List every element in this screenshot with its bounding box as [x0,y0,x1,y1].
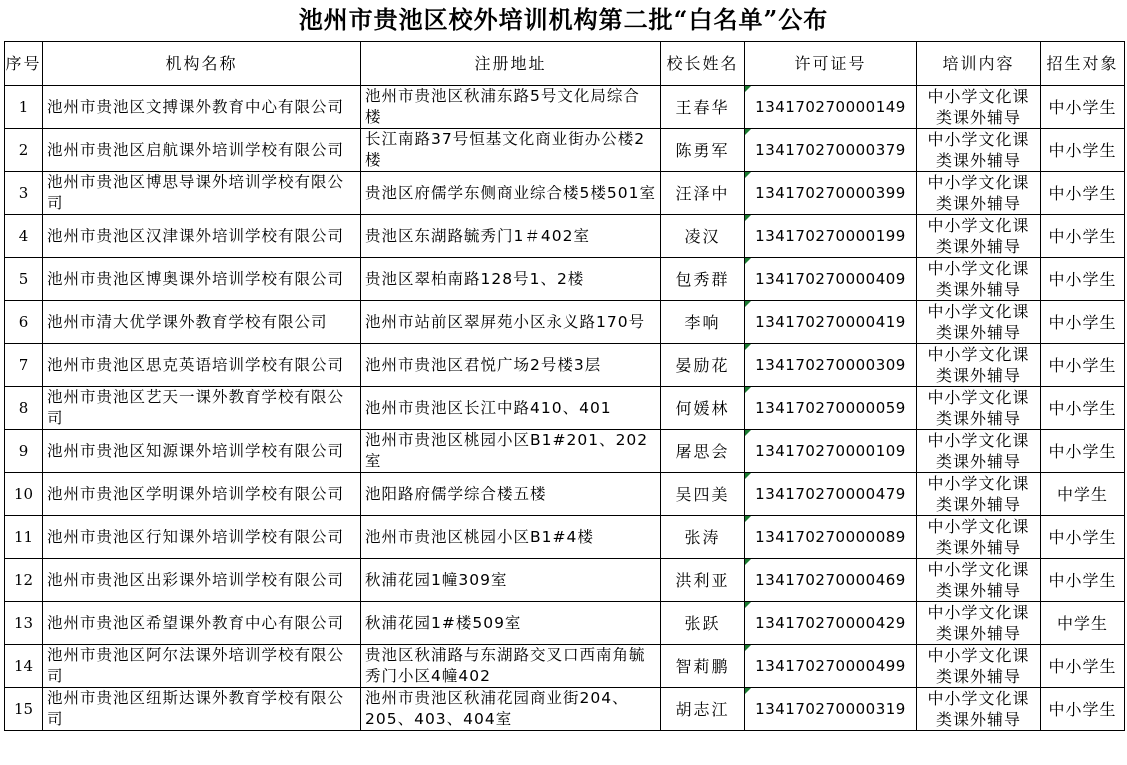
cell-name: 池州市贵池区启航课外培训学校有限公司 [43,129,361,172]
cell-content: 中小学文化课类课外辅导 [917,473,1041,516]
cell-no: 10 [5,473,43,516]
cell-target: 中小学生 [1041,301,1125,344]
cell-content: 中小学文化课类课外辅导 [917,129,1041,172]
cell-name: 池州市贵池区艺天一课外教育学校有限公司 [43,387,361,430]
cell-head: 王春华 [661,86,745,129]
cell-address: 贵池区东湖路毓秀门1＃402室 [361,215,661,258]
cell-head: 屠思会 [661,430,745,473]
cell-address: 池州市站前区翠屏苑小区永义路170号 [361,301,661,344]
cell-no: 6 [5,301,43,344]
cell-target: 中学生 [1041,473,1125,516]
table-row [5,129,1125,172]
cell-content: 中小学文化课类课外辅导 [917,602,1041,645]
cell-content: 中小学文化课类课外辅导 [917,301,1041,344]
cell-address: 贵池区翠柏南路128号1、2楼 [361,258,661,301]
cell-license: 134170270000469 [745,559,917,602]
cell-name: 池州市贵池区行知课外培训学校有限公司 [43,516,361,559]
table-body [5,86,1125,731]
cell-license: 134170270000419 [745,301,917,344]
cell-content: 中小学文化课类课外辅导 [917,387,1041,430]
cell-address: 长江南路37号恒基文化商业街办公楼2楼 [361,129,661,172]
table-row [5,688,1125,731]
cell-content: 中小学文化课类课外辅导 [917,344,1041,387]
table-row [5,215,1125,258]
cell-address: 池州市贵池区秋浦东路5号文化局综合楼 [361,86,661,129]
cell-target: 中小学生 [1041,86,1125,129]
cell-name: 池州市贵池区纽斯达课外教育学校有限公司 [43,688,361,731]
cell-no: 14 [5,645,43,688]
table-row [5,344,1125,387]
cell-target: 中小学生 [1041,172,1125,215]
cell-license: 134170270000409 [745,258,917,301]
cell-address: 秋浦花园1#楼509室 [361,602,661,645]
cell-license: 134170270000089 [745,516,917,559]
table-row [5,602,1125,645]
cell-head: 张涛 [661,516,745,559]
cell-content: 中小学文化课类课外辅导 [917,86,1041,129]
cell-license: 134170270000479 [745,473,917,516]
cell-name: 池州市贵池区博奥课外培训学校有限公司 [43,258,361,301]
cell-license: 134170270000109 [745,430,917,473]
header-address: 注册地址 [361,42,661,86]
cell-content: 中小学文化课类课外辅导 [917,559,1041,602]
cell-target: 中小学生 [1041,645,1125,688]
header-head: 校长姓名 [661,42,745,86]
cell-target: 中小学生 [1041,258,1125,301]
cell-target: 中小学生 [1041,430,1125,473]
cell-target: 中小学生 [1041,344,1125,387]
cell-address: 池州市贵池区桃园小区B1#4楼 [361,516,661,559]
cell-name: 池州市贵池区文搏课外教育中心有限公司 [43,86,361,129]
cell-no: 11 [5,516,43,559]
cell-name: 池州市贵池区知源课外培训学校有限公司 [43,430,361,473]
cell-head: 胡志江 [661,688,745,731]
header-name: 机构名称 [43,42,361,86]
cell-name: 池州市贵池区学明课外培训学校有限公司 [43,473,361,516]
cell-head: 陈勇军 [661,129,745,172]
cell-license: 134170270000379 [745,129,917,172]
cell-name: 池州市贵池区希望课外教育中心有限公司 [43,602,361,645]
cell-name: 池州市贵池区汉津课外培训学校有限公司 [43,215,361,258]
table-header-row [5,42,1125,86]
cell-target: 中小学生 [1041,215,1125,258]
cell-target: 中小学生 [1041,559,1125,602]
cell-no: 8 [5,387,43,430]
cell-license: 134170270000499 [745,645,917,688]
cell-no: 7 [5,344,43,387]
cell-name: 池州市贵池区博思导课外培训学校有限公司 [43,172,361,215]
cell-content: 中小学文化课类课外辅导 [917,645,1041,688]
cell-license: 134170270000319 [745,688,917,731]
cell-head: 张跃 [661,602,745,645]
table-row [5,258,1125,301]
cell-name: 池州市贵池区阿尔法课外培训学校有限公司 [43,645,361,688]
header-target: 招生对象 [1041,42,1125,86]
cell-target: 中小学生 [1041,129,1125,172]
cell-target: 中小学生 [1041,516,1125,559]
cell-content: 中小学文化课类课外辅导 [917,172,1041,215]
cell-content: 中小学文化课类课外辅导 [917,215,1041,258]
cell-head: 包秀群 [661,258,745,301]
cell-content: 中小学文化课类课外辅导 [917,516,1041,559]
cell-no: 13 [5,602,43,645]
cell-no: 15 [5,688,43,731]
page-title: 池州市贵池区校外培训机构第二批“白名单”公布 [298,5,829,34]
table-row [5,301,1125,344]
cell-no: 12 [5,559,43,602]
cell-name: 池州市贵池区思克英语培训学校有限公司 [43,344,361,387]
header-no: 序号 [5,42,43,86]
cell-content: 中小学文化课类课外辅导 [917,688,1041,731]
cell-head: 汪泽中 [661,172,745,215]
cell-head: 晏励花 [661,344,745,387]
header-content: 培训内容 [917,42,1041,86]
cell-address: 池州市贵池区君悦广场2号楼3层 [361,344,661,387]
cell-address: 池阳路府儒学综合楼五楼 [361,473,661,516]
cell-no: 2 [5,129,43,172]
header-license: 许可证号 [745,42,917,86]
cell-content: 中小学文化课类课外辅导 [917,258,1041,301]
table-row [5,430,1125,473]
table-row [5,645,1125,688]
cell-head: 吴四美 [661,473,745,516]
cell-target: 中小学生 [1041,688,1125,731]
cell-no: 4 [5,215,43,258]
table-row [5,559,1125,602]
table-row [5,387,1125,430]
cell-no: 5 [5,258,43,301]
cell-head: 何媛林 [661,387,745,430]
cell-license: 134170270000149 [745,86,917,129]
table-row [5,172,1125,215]
cell-address: 池州市贵池区长江中路410、401 [361,387,661,430]
cell-target: 中学生 [1041,602,1125,645]
cell-license: 134170270000399 [745,172,917,215]
cell-license: 134170270000309 [745,344,917,387]
cell-license: 134170270000059 [745,387,917,430]
cell-address: 池州市贵池区秋浦花园商业街204、205、403、404室 [361,688,661,731]
cell-license: 134170270000199 [745,215,917,258]
cell-address: 贵池区秋浦路与东湖路交叉口西南角毓秀门小区4幢402 [361,645,661,688]
cell-target: 中小学生 [1041,387,1125,430]
cell-address: 秋浦花园1幢309室 [361,559,661,602]
cell-license: 134170270000429 [745,602,917,645]
cell-no: 3 [5,172,43,215]
cell-head: 洪利亚 [661,559,745,602]
cell-address: 贵池区府儒学东侧商业综合楼5楼501室 [361,172,661,215]
whitelist-table [4,41,1125,731]
table-row [5,473,1125,516]
cell-no: 9 [5,430,43,473]
table-row [5,516,1125,559]
cell-name: 池州市贵池区出彩课外培训学校有限公司 [43,559,361,602]
cell-head: 智莉鹏 [661,645,745,688]
cell-name: 池州市清大优学课外教育学校有限公司 [43,301,361,344]
cell-content: 中小学文化课类课外辅导 [917,430,1041,473]
cell-address: 池州市贵池区桃园小区B1#201、202室 [361,430,661,473]
cell-head: 李响 [661,301,745,344]
cell-head: 凌汉 [661,215,745,258]
table-row [5,86,1125,129]
cell-no: 1 [5,86,43,129]
